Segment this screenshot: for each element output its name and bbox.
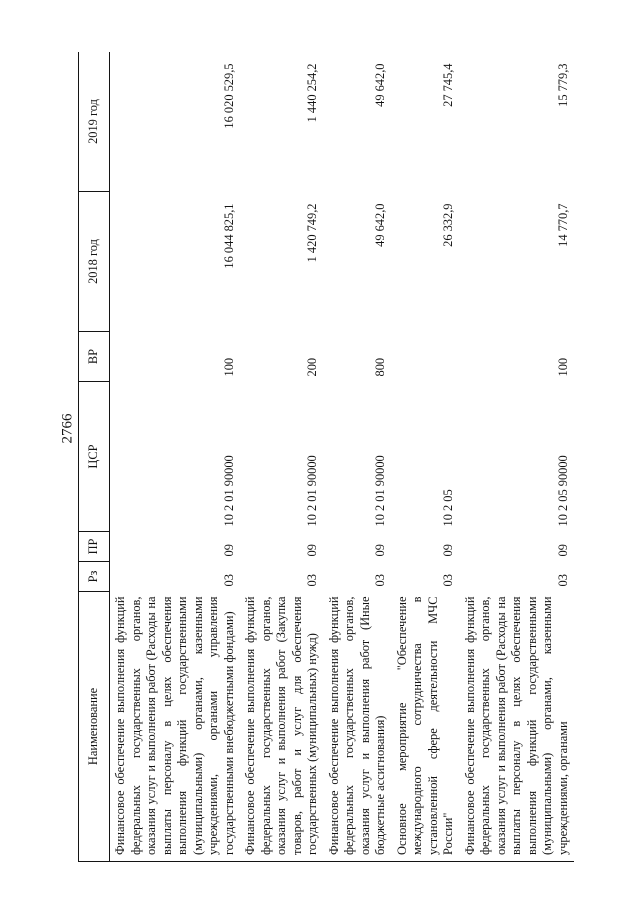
row-2018: 1 420 749,2	[305, 203, 319, 263]
row-rz: 03	[441, 574, 455, 587]
row-name: Финансовое обеспечение выполнения функций федеральных государственных органов, оказания услуг и выполнения работ (Закупка товаров, работ и услуг для обеспечения государственных (муниципальных) нужд)	[240, 592, 324, 862]
row-2018: 26 332,9	[441, 203, 455, 247]
row-name: Финансовое обеспечение выполнения функций федеральных государственных органов, оказания услуг и выполнения работ (Расходы на выплаты персоналу в целях обеспечения выполнения функций государственными (муниципальными) органами, казенными учреждениями, органами управления государственными внебюджетными фондами)	[110, 592, 241, 862]
row-name: Финансовое обеспечение выполнения функций федеральных государственных органов, оказания услуг и выполнения работ (Расходы на выплаты персоналу в целях обеспечения выполнения функций государственными (муниципальными) органами, казенными учреждениями, органами	[460, 592, 575, 862]
table-row	[324, 52, 392, 862]
row-name: Основное мероприятие "Обеспечение международного сотрудничества в установленной сфере деятельности МЧС России"	[392, 592, 460, 862]
row-rz: 03	[305, 574, 319, 587]
row-vr	[392, 332, 460, 382]
header-pr: ПР	[79, 532, 110, 562]
row-csr: 10 2 01 90000	[305, 455, 319, 527]
row-vr: 200	[305, 357, 319, 377]
row-name: Финансовое обеспечение выполнения функций федеральных государственных органов, оказания услуг и выполнения работ (Иные бюджетные ассигнования)	[324, 592, 392, 862]
header-2018: 2018 год	[79, 192, 110, 332]
row-pr: 09	[221, 544, 236, 557]
row-2019: 15 779,3	[555, 63, 570, 107]
page-number: 2766	[59, 413, 76, 444]
header-2019: 2019 год	[79, 52, 110, 192]
row-2018: 16 044 825,1	[221, 203, 236, 269]
header-rz: Рз	[79, 562, 110, 592]
row-2019: 1 440 254,2	[305, 63, 319, 123]
budget-table-sheet	[78, 52, 587, 862]
row-csr: 10 2 01 90000	[221, 455, 236, 527]
row-rz: 03	[373, 574, 387, 587]
row-csr: 10 2 01 90000	[373, 455, 387, 527]
row-pr: 09	[305, 544, 319, 557]
row-pr: 09	[441, 544, 455, 557]
row-2019: 27 745,4	[441, 63, 455, 107]
budget-table	[78, 52, 574, 862]
row-csr: 10 2 05 90000	[555, 455, 570, 527]
row-vr: 800	[373, 357, 387, 377]
row-vr: 100	[221, 357, 236, 377]
row-pr: 09	[555, 544, 570, 557]
table-row	[460, 52, 575, 862]
row-vr: 100	[555, 357, 570, 377]
table-row	[240, 52, 324, 862]
row-2018: 49 642,0	[373, 203, 387, 247]
table-row	[392, 52, 460, 862]
header-csr: ЦСР	[79, 382, 110, 532]
row-2018: 14 770,7	[555, 203, 570, 247]
row-rz: 03	[221, 574, 236, 587]
rotated-content	[78, 52, 587, 862]
row-2019: 16 020 529,5	[221, 63, 236, 129]
row-pr: 09	[373, 544, 387, 557]
row-csr: 10 2 05	[441, 489, 455, 527]
table-header-row	[79, 52, 110, 862]
table-row	[110, 52, 241, 862]
header-name: Наименование	[79, 592, 110, 862]
row-2019: 49 642,0	[373, 63, 387, 107]
row-rz: 03	[555, 574, 570, 587]
header-vr: ВР	[79, 332, 110, 382]
